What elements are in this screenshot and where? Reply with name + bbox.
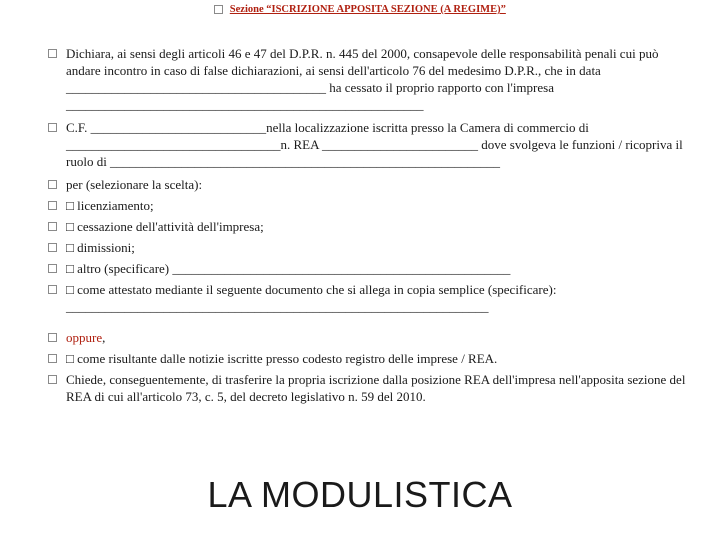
slide-footer-title: LA MODULISTICA: [207, 474, 513, 515]
square-bullet-icon: [48, 243, 57, 252]
list-item-oppure: [48, 329, 688, 346]
list-item-dichiara: [48, 45, 688, 113]
square-bullet-icon: [48, 180, 57, 189]
square-bullet-icon: [48, 123, 57, 132]
list-item-chiede: [48, 371, 688, 405]
square-bullet-icon: [48, 222, 57, 231]
square-bullet-icon: [48, 333, 57, 342]
list-item-option-cessazione: [48, 218, 688, 235]
square-bullet-icon: [48, 201, 57, 210]
list-item-option-altro: [48, 260, 688, 277]
list-item-option-licenziamento: [48, 197, 688, 214]
item-text: C.F. ___________________________nella localizzazione iscritta presso la Camera di commercio di _________________________________n. REA ________________________ dove svolgeva le funzioni / ricopriva il ruolo di ____________________________________________________________: [66, 120, 683, 169]
list-item-selection-prompt: [48, 176, 688, 193]
item-text: per (selezionare la scelta):: [66, 177, 203, 192]
item-text: Chiede, conseguentemente, di trasferire la propria iscrizione dalla posizione REA dell'impresa nell'apposita sezione del REA di cui all'articolo 73, c. 5, del decreto legislativo n. 59 del 2010.: [66, 372, 686, 404]
square-bullet-icon: [48, 375, 57, 384]
item-text: □ cessazione dell'attività dell'impresa;: [66, 219, 264, 234]
section-title: Sezione “ISCRIZIONE APPOSITA SEZIONE (A REGIME)”: [229, 4, 506, 15]
list-item-option-dimissioni: [48, 239, 688, 256]
oppure-label: oppure: [66, 330, 103, 345]
item-text: Dichiara, ai sensi degli articoli 46 e 47 del D.P.R. n. 445 del 2000, consapevole delle responsabilità penali cui può andare incontro in caso di false dichiarazioni, ai sensi dell'articolo 76 del medesimo D.P.R., che in data ________________________________________ ha cessato il proprio rapporto con l'impresa _______________________________________________________: [66, 46, 659, 112]
square-bullet-icon: [48, 264, 57, 273]
oppure-comma: ,: [102, 330, 106, 345]
square-bullet-icon: [48, 285, 57, 294]
slide-header: [0, 3, 720, 17]
item-text: □ licenziamento;: [66, 198, 154, 213]
square-bullet-icon: [48, 354, 57, 363]
item-text: □ dimissioni;: [66, 240, 135, 255]
item-text: □ come attestato mediante il seguente documento che si allega in copia semplice (specificare): _________________________________________________________________: [66, 282, 557, 314]
declaration-list: [48, 45, 688, 411]
list-item-option-documento: [48, 281, 688, 315]
square-bullet-icon: [48, 49, 57, 58]
item-text: □ come risultante dalle notizie iscritte presso codesto registro delle imprese / REA.: [66, 351, 498, 366]
list-item-codice-fiscale: [48, 119, 688, 170]
square-bullet-icon: [214, 5, 223, 14]
list-item-option-registro: [48, 350, 688, 367]
item-text: □ altro (specificare) ____________________________________________________: [66, 261, 511, 276]
